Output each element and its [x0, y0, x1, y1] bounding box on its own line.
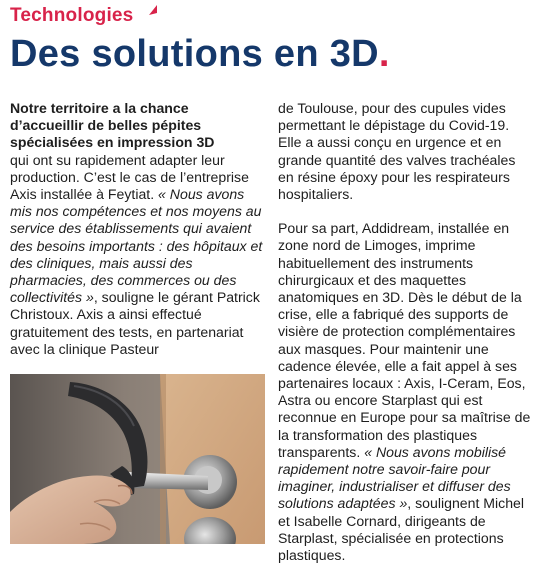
text: Pour sa part, Addidream, installée en zone nord de Limoges, imprime habituellement des instruments chirurgicaux et des maquettes anatomiques en 3D. Dès le début de la crise, elle a fabriqué des supports de visière de protection complémentaires aux masques. Pour maintenir une cadence élevée, elle a fait appel à ses partenaires locaux : Axis, I-Ceram, Eos, Astra ou encore Starplast qui est reconnue en Europe pour sa maîtrise de la transformation des plastiques transparents.: [278, 220, 531, 460]
paragraph: [278, 220, 533, 564]
quote: « Nous avons mobilisé rapidement notre savoir-faire pour imaginer, industrialiser et diffuser des solutions adaptées »: [278, 443, 511, 512]
door-handle-photo: [10, 374, 265, 544]
page-headline: [10, 32, 390, 76]
text: qui ont su rapidement adapter leur production. C’est le cas de l’entreprise Axis installée à Feytiat.: [10, 151, 249, 203]
quote: « Nous avons mis nos compétences et nos moyens au service des établissements qui avaient des besoins importants : des hôpitaux et des cliniques, mais aussi des pharmacies, des commerces ou des collectivités »: [10, 186, 263, 306]
paragraph: [10, 100, 265, 358]
article-photo: [10, 374, 265, 544]
lead-sentence: Notre territoire a la chance d’accueillir de belles pépites spécialisées en impression 3D: [10, 100, 215, 151]
text: , soulignent Michel et Isabelle Cornard, dirigeants de Starplast, spécialisée en protections plastiques.: [278, 495, 525, 564]
article-column-right: [278, 100, 533, 564]
article-column-left: [10, 100, 265, 358]
text: , souligne le gérant Patrick Christoux. Axis a ainsi effectué gratuitement des tests, en partenariat avec la clinique Pasteur: [10, 289, 260, 357]
headline-dot: .: [378, 33, 390, 75]
headline-text: Des solutions en 3D: [10, 33, 379, 75]
accent-triangle-icon: [146, 4, 158, 16]
section-kicker: Technologies: [10, 5, 134, 26]
paragraph: de Toulouse, pour des cupules vides permettant le dépistage du Covid-19. Elle a aussi conçu en urgence et en grande quantité des valves trachéales en résine époxy pour les respirateurs hospitaliers.: [278, 100, 516, 203]
